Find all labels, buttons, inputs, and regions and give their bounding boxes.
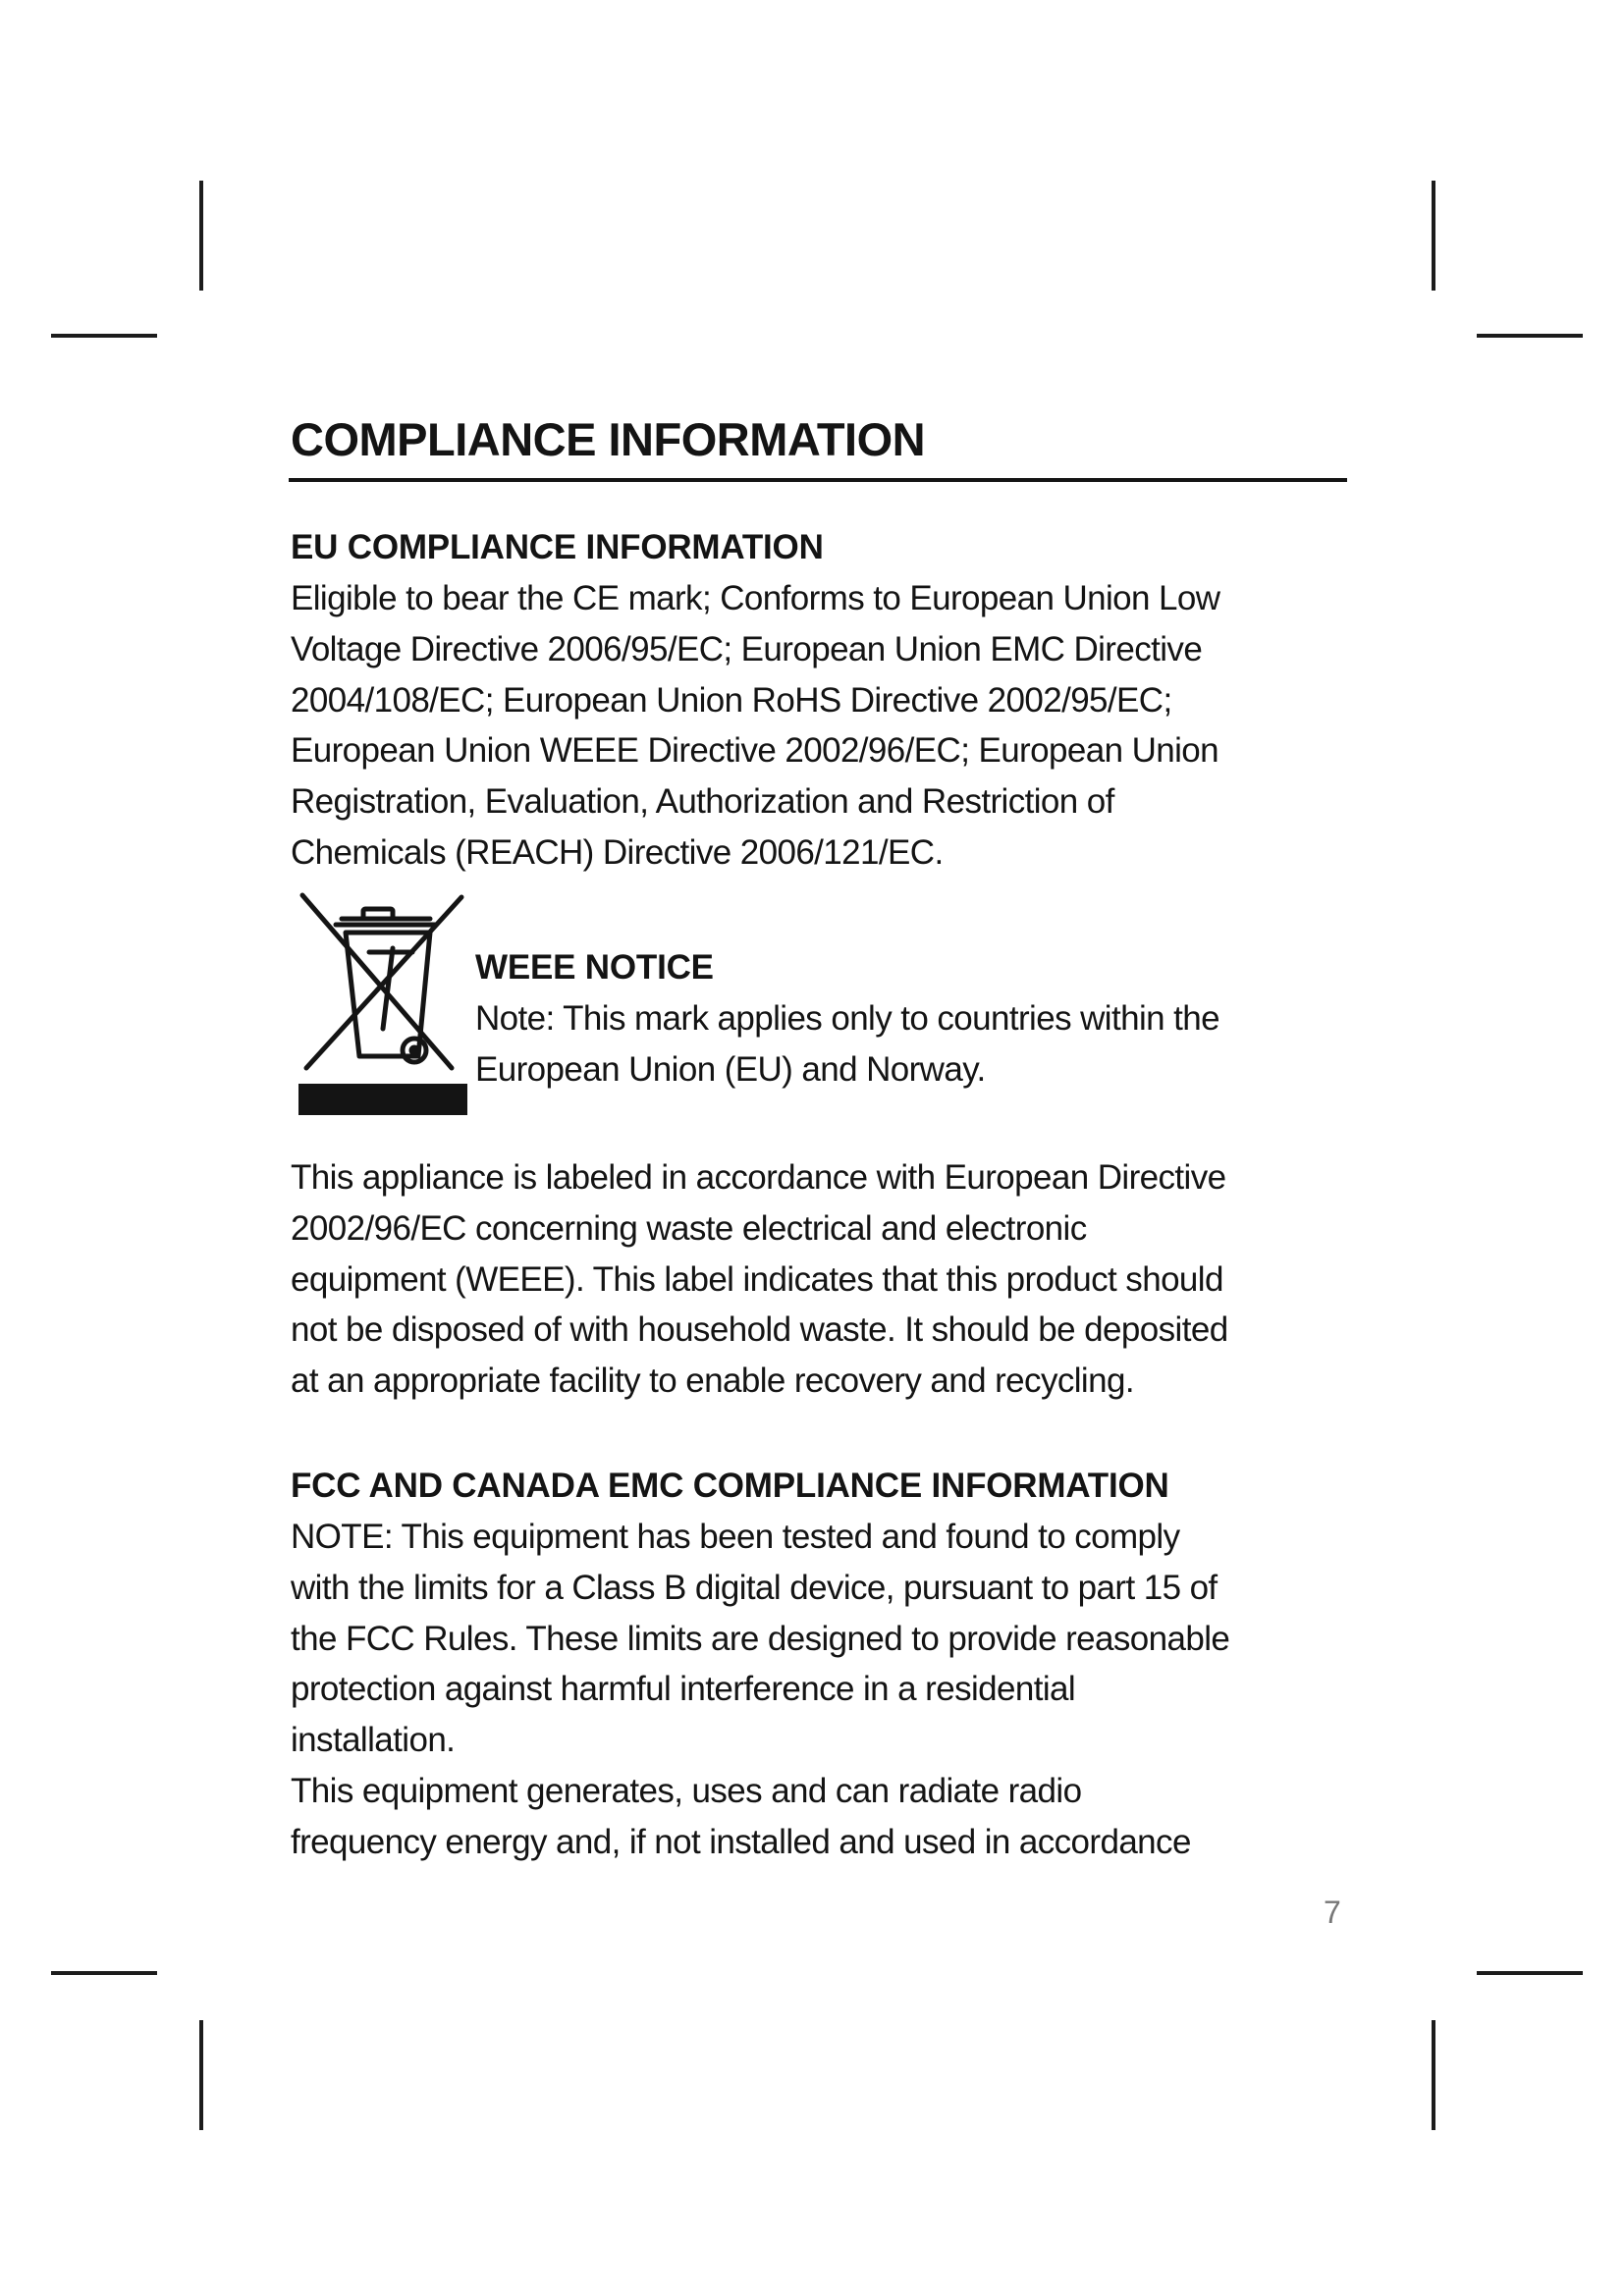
weee-notice-text bbox=[475, 993, 1219, 1095]
fcc-line: This equipment generates, uses and can radiate radio bbox=[291, 1771, 1082, 1810]
eu-line: Registration, Evaluation, Authorization and Restriction of bbox=[291, 782, 1114, 822]
crop-mark-top-right-horizontal bbox=[1477, 334, 1583, 338]
page-title: COMPLIANCE INFORMATION bbox=[291, 413, 926, 465]
appliance-line: This appliance is labeled in accordance with European Directive bbox=[291, 1158, 1226, 1197]
eu-line: European Union WEEE Directive 2002/96/EC; European Union bbox=[291, 731, 1219, 771]
fcc-canada-heading: FCC AND CANADA EMC COMPLIANCE INFORMATION bbox=[291, 1467, 1169, 1505]
crop-mark-bottom-right-vertical bbox=[1432, 2020, 1435, 2130]
crop-mark-top-right-vertical bbox=[1432, 181, 1435, 291]
weee-line: European Union (EU) and Norway. bbox=[475, 1049, 986, 1089]
crop-mark-bottom-left-vertical bbox=[199, 2020, 203, 2130]
eu-line: 2004/108/EC; European Union RoHS Directive 2002/95/EC; bbox=[291, 680, 1172, 720]
fcc-canada-text bbox=[291, 1512, 1229, 1868]
weee-notice-heading: WEEE NOTICE bbox=[475, 948, 714, 987]
crossed-out-wheelie-bin-icon bbox=[297, 891, 469, 1117]
crop-mark-top-left-vertical bbox=[199, 181, 203, 291]
fcc-line: the FCC Rules. These limits are designed to provide reasonable bbox=[291, 1619, 1230, 1658]
crop-mark-bottom-left-horizontal bbox=[51, 1971, 157, 1975]
title-underline bbox=[289, 478, 1347, 482]
fcc-line: installation. bbox=[291, 1721, 456, 1760]
appliance-line: 2002/96/EC concerning waste electrical and electronic bbox=[291, 1208, 1087, 1248]
eu-line: Chemicals (REACH) Directive 2006/121/EC. bbox=[291, 832, 944, 872]
fcc-line: frequency energy and, if not installed and used in accordance bbox=[291, 1822, 1191, 1861]
weee-line: Note: This mark applies only to countries within the bbox=[475, 999, 1219, 1038]
eu-line: Eligible to bear the CE mark; Conforms to European Union Low bbox=[291, 579, 1220, 617]
eu-line: Voltage Directive 2006/95/EC; European Union EMC Directive bbox=[291, 629, 1203, 668]
appliance-line: not be disposed of with household waste. It should be deposited bbox=[291, 1310, 1228, 1350]
crop-mark-bottom-right-horizontal bbox=[1477, 1971, 1583, 1975]
fcc-line: protection against harmful interference in a residential bbox=[291, 1670, 1076, 1709]
fcc-line: NOTE: This equipment has been tested and found to comply bbox=[291, 1518, 1180, 1556]
appliance-line: equipment (WEEE). This label indicates that this product should bbox=[291, 1259, 1223, 1299]
eu-compliance-heading: EU COMPLIANCE INFORMATION bbox=[291, 528, 824, 566]
page-number: 7 bbox=[1324, 1895, 1341, 1930]
appliance-weee-text bbox=[291, 1152, 1228, 1407]
crop-mark-top-left-horizontal bbox=[51, 334, 157, 338]
appliance-line: at an appropriate facility to enable recovery and recycling. bbox=[291, 1362, 1134, 1401]
eu-compliance-text bbox=[291, 573, 1219, 879]
fcc-line: with the limits for a Class B digital device, pursuant to part 15 of bbox=[291, 1568, 1218, 1607]
